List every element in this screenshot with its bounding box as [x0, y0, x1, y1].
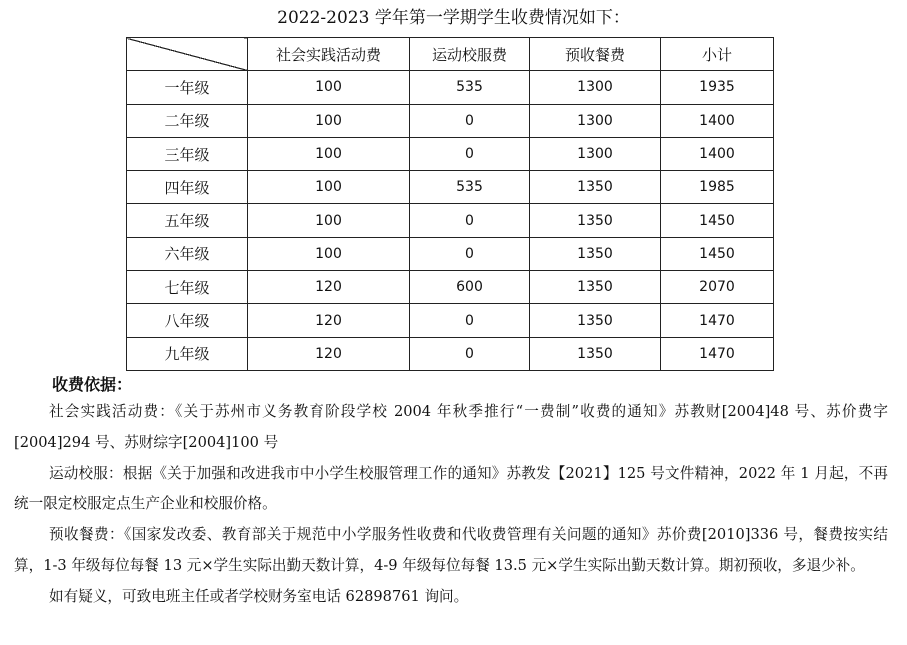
basis-meal-fee-paragraph: 预收餐费：《国家发改委、教育部关于规范中小学服务性收费和代收费管理有关问题的通知》苏价费[2010]336 号，餐费按实结算，1-3 年级每位每餐 13 元×学生实际出勤天数计算，4-9 年级每位每餐 13.5 元×学生实际出勤天数计算。期初预收，多退少补。: [14, 526, 888, 574]
grade-cell: 二年级: [127, 104, 248, 137]
fee-basis-heading: 收费依据：: [52, 375, 133, 394]
table-row: [127, 104, 774, 137]
subtotal-cell: 1450: [661, 204, 774, 237]
table-row: [127, 171, 774, 204]
grade-cell: 六年级: [127, 237, 248, 270]
subtotal-cell: 1470: [661, 337, 774, 370]
table-row: [127, 304, 774, 337]
grade-cell: 五年级: [127, 204, 248, 237]
subtotal-cell: 1400: [661, 104, 774, 137]
uniform-fee-cell: 0: [410, 337, 530, 370]
meal-fee-cell: 1350: [530, 237, 661, 270]
uniform-fee-cell: 0: [410, 304, 530, 337]
uniform-fee-cell: 0: [410, 104, 530, 137]
subtotal-cell: 1450: [661, 237, 774, 270]
uniform-fee-cell: 600: [410, 271, 530, 304]
social-fee-cell: 100: [248, 104, 410, 137]
grade-cell: 八年级: [127, 304, 248, 337]
uniform-fee-cell: 0: [410, 237, 530, 270]
table-row: [127, 71, 774, 104]
subtotal-cell: 1935: [661, 71, 774, 104]
header-sports-uniform-fee: 运动校服费: [410, 38, 530, 71]
basis-social-practice-paragraph: 社会实践活动费：《关于苏州市义务教育阶段学校 2004 年秋季推行“一费制”收费的通知》苏教财[2004]48 号、苏价费字[2004]294 号、苏财综字[2004]100 号: [14, 403, 888, 451]
social-fee-cell: 120: [248, 337, 410, 370]
grade-cell: 九年级: [127, 337, 248, 370]
meal-fee-cell: 1350: [530, 204, 661, 237]
meal-fee-cell: 1350: [530, 171, 661, 204]
grade-cell: 四年级: [127, 171, 248, 204]
social-fee-cell: 100: [248, 204, 410, 237]
header-prepaid-meal-fee: 预收餐费: [530, 38, 661, 71]
grade-cell: 七年级: [127, 271, 248, 304]
uniform-fee-cell: 535: [410, 171, 530, 204]
table-row: [127, 237, 774, 270]
meal-fee-cell: 1350: [530, 337, 661, 370]
uniform-fee-cell: 0: [410, 137, 530, 170]
social-fee-cell: 100: [248, 137, 410, 170]
contact-paragraph: 如有疑义，可致电班主任或者学校财务室电话 62898761 询问。: [49, 587, 469, 605]
subtotal-cell: 2070: [661, 271, 774, 304]
subtotal-cell: 1470: [661, 304, 774, 337]
uniform-fee-cell: 0: [410, 204, 530, 237]
meal-fee-cell: 1300: [530, 137, 661, 170]
page-title: 2022-2023 学年第一学期学生收费情况如下：: [277, 8, 630, 28]
social-fee-cell: 120: [248, 304, 410, 337]
corner-header-cell: [127, 38, 248, 71]
fee-basis-section: [14, 397, 888, 613]
grade-cell: 三年级: [127, 137, 248, 170]
social-fee-cell: 100: [248, 171, 410, 204]
social-fee-cell: 100: [248, 71, 410, 104]
meal-fee-cell: 1350: [530, 304, 661, 337]
table-row: [127, 271, 774, 304]
meal-fee-cell: 1300: [530, 71, 661, 104]
social-fee-cell: 120: [248, 271, 410, 304]
header-subtotal: 小计: [661, 38, 774, 71]
table-row: [127, 204, 774, 237]
subtotal-cell: 1985: [661, 171, 774, 204]
meal-fee-cell: 1350: [530, 271, 661, 304]
meal-fee-cell: 1300: [530, 104, 661, 137]
subtotal-cell: 1400: [661, 137, 774, 170]
header-social-practice-fee: 社会实践活动费: [248, 38, 410, 71]
grade-cell: 一年级: [127, 71, 248, 104]
social-fee-cell: 100: [248, 237, 410, 270]
fee-table: [126, 37, 774, 371]
table-header-row: [127, 38, 774, 71]
basis-sports-uniform-paragraph: 运动校服：根据《关于加强和改进我市中小学生校服管理工作的通知》苏教发【2021】125 号文件精神，2022 年 1 月起，不再统一限定校服定点生产企业和校服价格。: [14, 464, 888, 513]
uniform-fee-cell: 535: [410, 71, 530, 104]
table-row: [127, 137, 774, 170]
table-row: [127, 337, 774, 370]
